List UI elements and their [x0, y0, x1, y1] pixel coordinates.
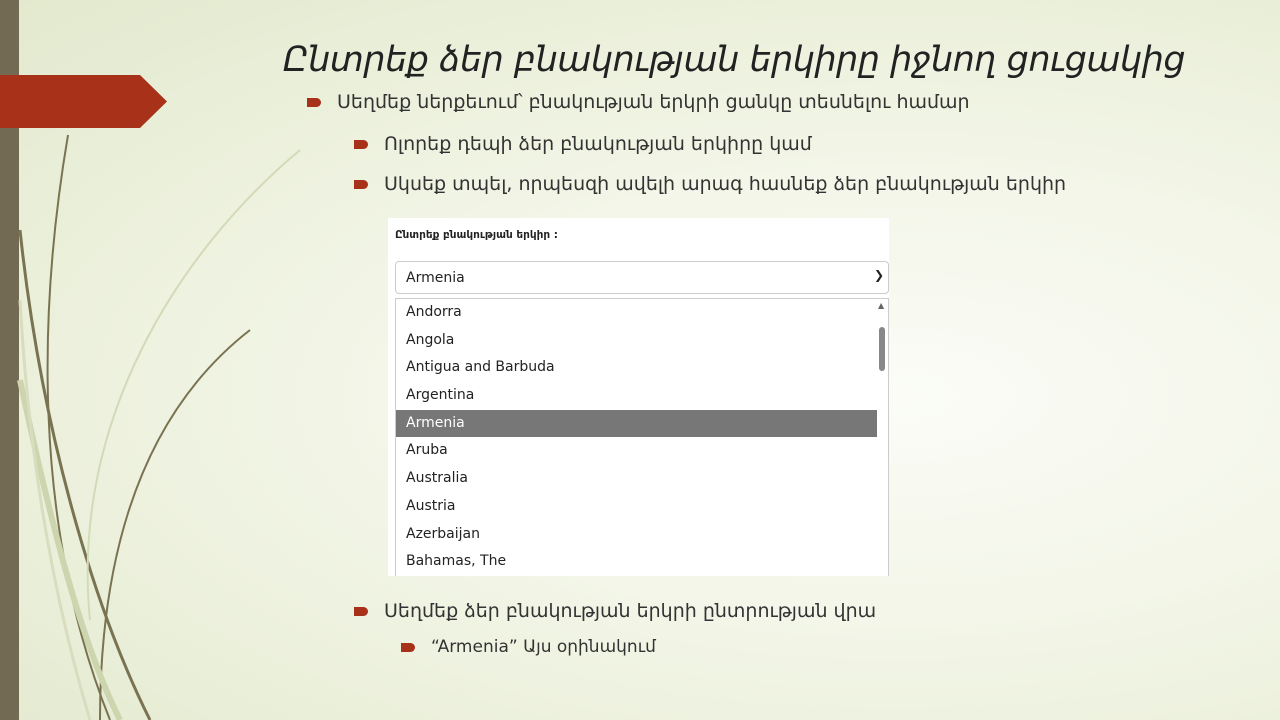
bullet-icon: [354, 140, 368, 149]
slide-title: Ընտրեք ձեր բնակության երկիրը իջնող ցուցակից: [283, 40, 1186, 80]
bullet-1: [307, 91, 970, 113]
option-bahamas[interactable]: Bahamas, The: [406, 553, 507, 570]
bullet-icon: [354, 607, 368, 616]
option-antigua[interactable]: Antigua and Barbuda: [406, 359, 555, 376]
option-armenia[interactable]: Armenia: [396, 410, 877, 438]
option-andorra[interactable]: Andorra: [406, 304, 462, 320]
bullet-text: Ոլորեք դեպի ձեր բնակության երկիրը կամ: [384, 133, 812, 155]
bullet-icon: [354, 180, 368, 189]
bullet-2: [354, 133, 812, 155]
option-austria[interactable]: Austria: [406, 497, 456, 514]
scrollbar-thumb[interactable]: [879, 327, 885, 371]
country-label: Ընտրեք բնակության երկիր :: [395, 229, 558, 241]
scroll-up-arrow-icon[interactable]: ▲: [878, 301, 885, 310]
option-angola[interactable]: Angola: [406, 331, 455, 348]
country-select-screenshot: [388, 218, 889, 576]
bullet-text: Սկսեք տպել, որպեսզի ավելի արագ հասնեք ձեր բնակության երկիր: [384, 173, 1067, 195]
option-azerbaijan[interactable]: Azerbaijan: [406, 525, 480, 542]
bullet-5: [401, 637, 656, 657]
bullet-text: Սեղմեք ներքեւում՝ բնակության երկրի ցանկը տեսնելու համար: [337, 91, 970, 113]
country-dropdown-list[interactable]: [395, 298, 889, 576]
title-banner-arrow: [0, 75, 167, 128]
bullet-text: “Armenia” Այս օրինակում: [431, 637, 656, 657]
country-select[interactable]: [395, 261, 889, 294]
option-australia[interactable]: Australia: [406, 470, 468, 487]
chevron-down-icon: ❯: [873, 268, 884, 282]
bullet-icon: [307, 98, 321, 107]
bullet-icon: [401, 643, 415, 652]
bullet-3: [354, 173, 1066, 195]
option-argentina[interactable]: Argentina: [406, 387, 475, 404]
selected-value: Armenia: [406, 270, 465, 286]
option-aruba[interactable]: Aruba: [406, 442, 448, 459]
scrollbar[interactable]: [876, 299, 888, 576]
bullet-4: [354, 600, 876, 622]
bullet-text: Սեղմեք ձեր բնակության երկրի ընտրության վրա: [384, 600, 877, 622]
